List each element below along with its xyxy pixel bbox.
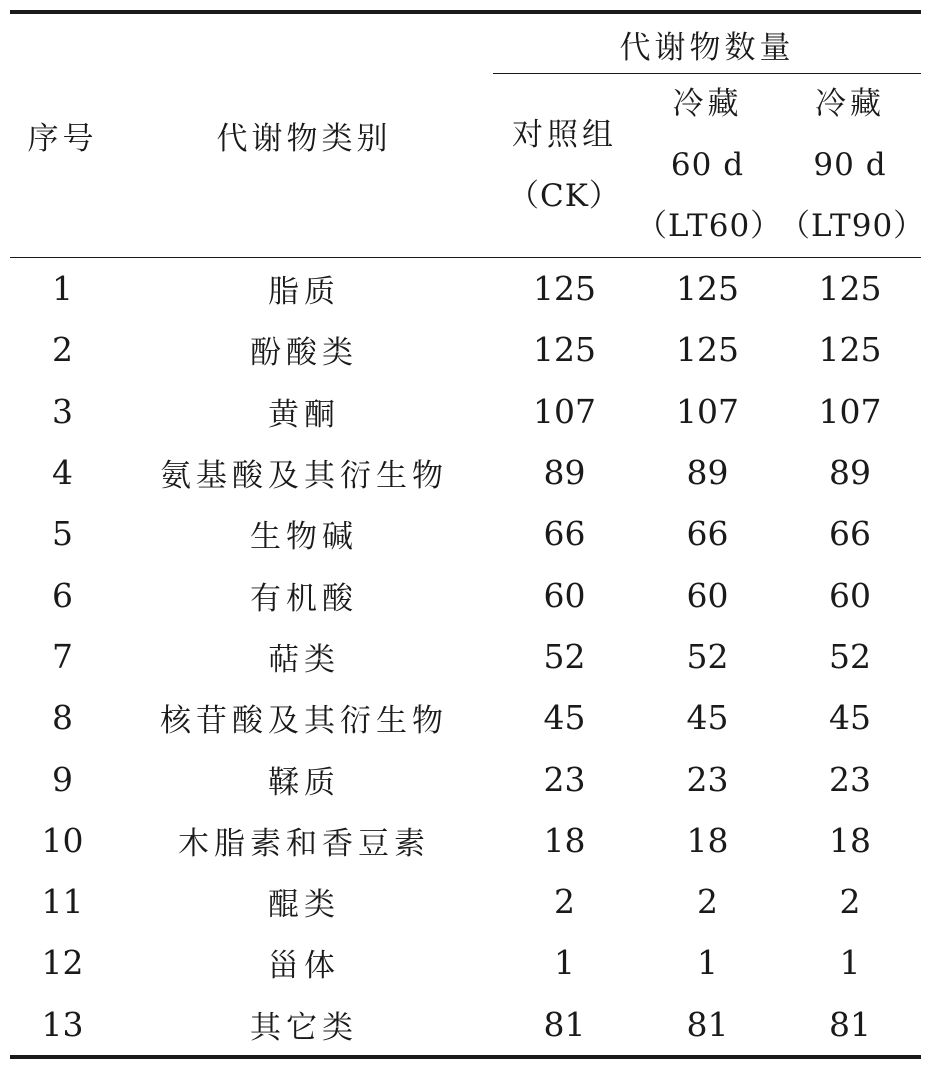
cell-lt90: 125 (818, 330, 882, 370)
cell-ck: 45 (543, 698, 586, 738)
header-lt90-line3: （LT90） (779, 208, 926, 244)
cell-category: 醌类 (268, 887, 340, 924)
cell-lt60: 66 (686, 514, 729, 554)
table-row (10, 319, 921, 380)
cell-category: 生物碱 (250, 519, 358, 556)
cell-index: 5 (52, 514, 73, 554)
cell-category: 酚酸类 (250, 335, 358, 372)
header-row-top (10, 12, 921, 74)
cell-lt60: 1 (697, 943, 718, 983)
header-ck-line2: （CK） (508, 177, 621, 214)
cell-lt90: 60 (829, 575, 871, 615)
cell-index: 2 (52, 330, 73, 370)
header-ck-line1: 对照组 (512, 116, 617, 153)
cell-lt60: 107 (676, 391, 739, 431)
cell-ck: 23 (543, 759, 586, 799)
cell-ck: 107 (533, 391, 596, 431)
cell-ck: 52 (543, 636, 586, 676)
cell-lt90: 66 (829, 514, 871, 554)
table-row (10, 748, 921, 809)
cell-index: 6 (52, 575, 73, 615)
metabolite-count-table (10, 10, 926, 1059)
table-row (10, 258, 921, 320)
table-body (10, 258, 921, 1057)
cell-ck: 89 (543, 453, 586, 493)
cell-category: 黄酮 (268, 396, 340, 433)
cell-ck: 1 (554, 943, 575, 983)
cell-lt60: 23 (686, 759, 729, 799)
header-category: 代谢物类别 (115, 12, 493, 258)
cell-ck: 125 (533, 269, 596, 309)
cell-index: 1 (52, 269, 73, 309)
table-row (10, 503, 921, 564)
table-row (10, 564, 921, 625)
header-lt90-line1: 冷藏 (815, 86, 885, 122)
cell-lt90: 81 (779, 994, 921, 1057)
cell-lt60: 52 (686, 636, 729, 676)
cell-category: 其它类 (115, 994, 493, 1057)
cell-ck: 66 (543, 514, 586, 554)
cell-ck: 18 (543, 820, 586, 860)
header-metabolite-count-group: 代谢物数量 (493, 12, 921, 74)
cell-category: 鞣质 (268, 764, 340, 801)
header-lt60-line2: 60 d (670, 147, 745, 183)
cell-lt90: 18 (829, 820, 871, 860)
cell-index: 11 (41, 882, 84, 922)
table-row (10, 994, 921, 1057)
cell-index: 8 (52, 698, 73, 738)
cell-category: 氨基酸及其衍生物 (160, 458, 448, 495)
cell-lt60: 125 (676, 269, 739, 309)
cell-lt90: 45 (829, 698, 871, 738)
cell-lt60: 125 (676, 330, 739, 370)
cell-index: 4 (52, 453, 73, 493)
cell-index: 7 (52, 636, 73, 676)
table-row (10, 871, 921, 932)
cell-lt60: 89 (686, 453, 729, 493)
table-row (10, 687, 921, 748)
cell-category: 甾体 (268, 948, 340, 985)
cell-lt60: 60 (686, 575, 729, 615)
cell-index: 13 (10, 994, 115, 1057)
cell-index: 12 (41, 943, 84, 983)
table-row (10, 626, 921, 687)
cell-ck: 81 (493, 994, 636, 1057)
cell-lt60: 81 (636, 994, 779, 1057)
cell-category: 有机酸 (250, 580, 358, 617)
cell-lt90: 23 (829, 759, 871, 799)
header-ck (493, 74, 636, 258)
cell-lt90: 1 (839, 943, 861, 983)
cell-category: 脂质 (268, 274, 340, 311)
cell-lt60: 18 (686, 820, 729, 860)
cell-lt90: 125 (818, 269, 882, 309)
table-row (10, 381, 921, 442)
header-lt60-line1: 冷藏 (672, 86, 743, 122)
table-header (10, 12, 926, 258)
cell-lt60: 45 (686, 698, 729, 738)
header-lt90-line2: 90 d (813, 147, 887, 183)
cell-lt90: 52 (829, 636, 871, 676)
cell-lt90: 107 (818, 391, 882, 431)
table-row (10, 810, 921, 871)
cell-lt60: 2 (697, 882, 718, 922)
metabolite-table-container (10, 10, 926, 1059)
header-lt90 (779, 74, 926, 258)
cell-index: 10 (41, 820, 84, 860)
cell-index: 9 (52, 759, 73, 799)
table-row (10, 932, 921, 993)
cell-category: 萜类 (268, 641, 340, 678)
table-row (10, 442, 921, 503)
cell-lt90: 89 (829, 453, 871, 493)
cell-lt90: 2 (839, 882, 861, 922)
cell-ck: 125 (533, 330, 596, 370)
header-lt60 (636, 74, 783, 258)
cell-category: 木脂素和香豆素 (178, 825, 430, 862)
cell-ck: 2 (554, 882, 575, 922)
header-index: 序号 (10, 12, 115, 258)
cell-index: 3 (52, 391, 73, 431)
header-lt60-line3: （LT60） (636, 208, 783, 244)
cell-category: 核苷酸及其衍生物 (160, 703, 448, 740)
cell-ck: 60 (543, 575, 586, 615)
